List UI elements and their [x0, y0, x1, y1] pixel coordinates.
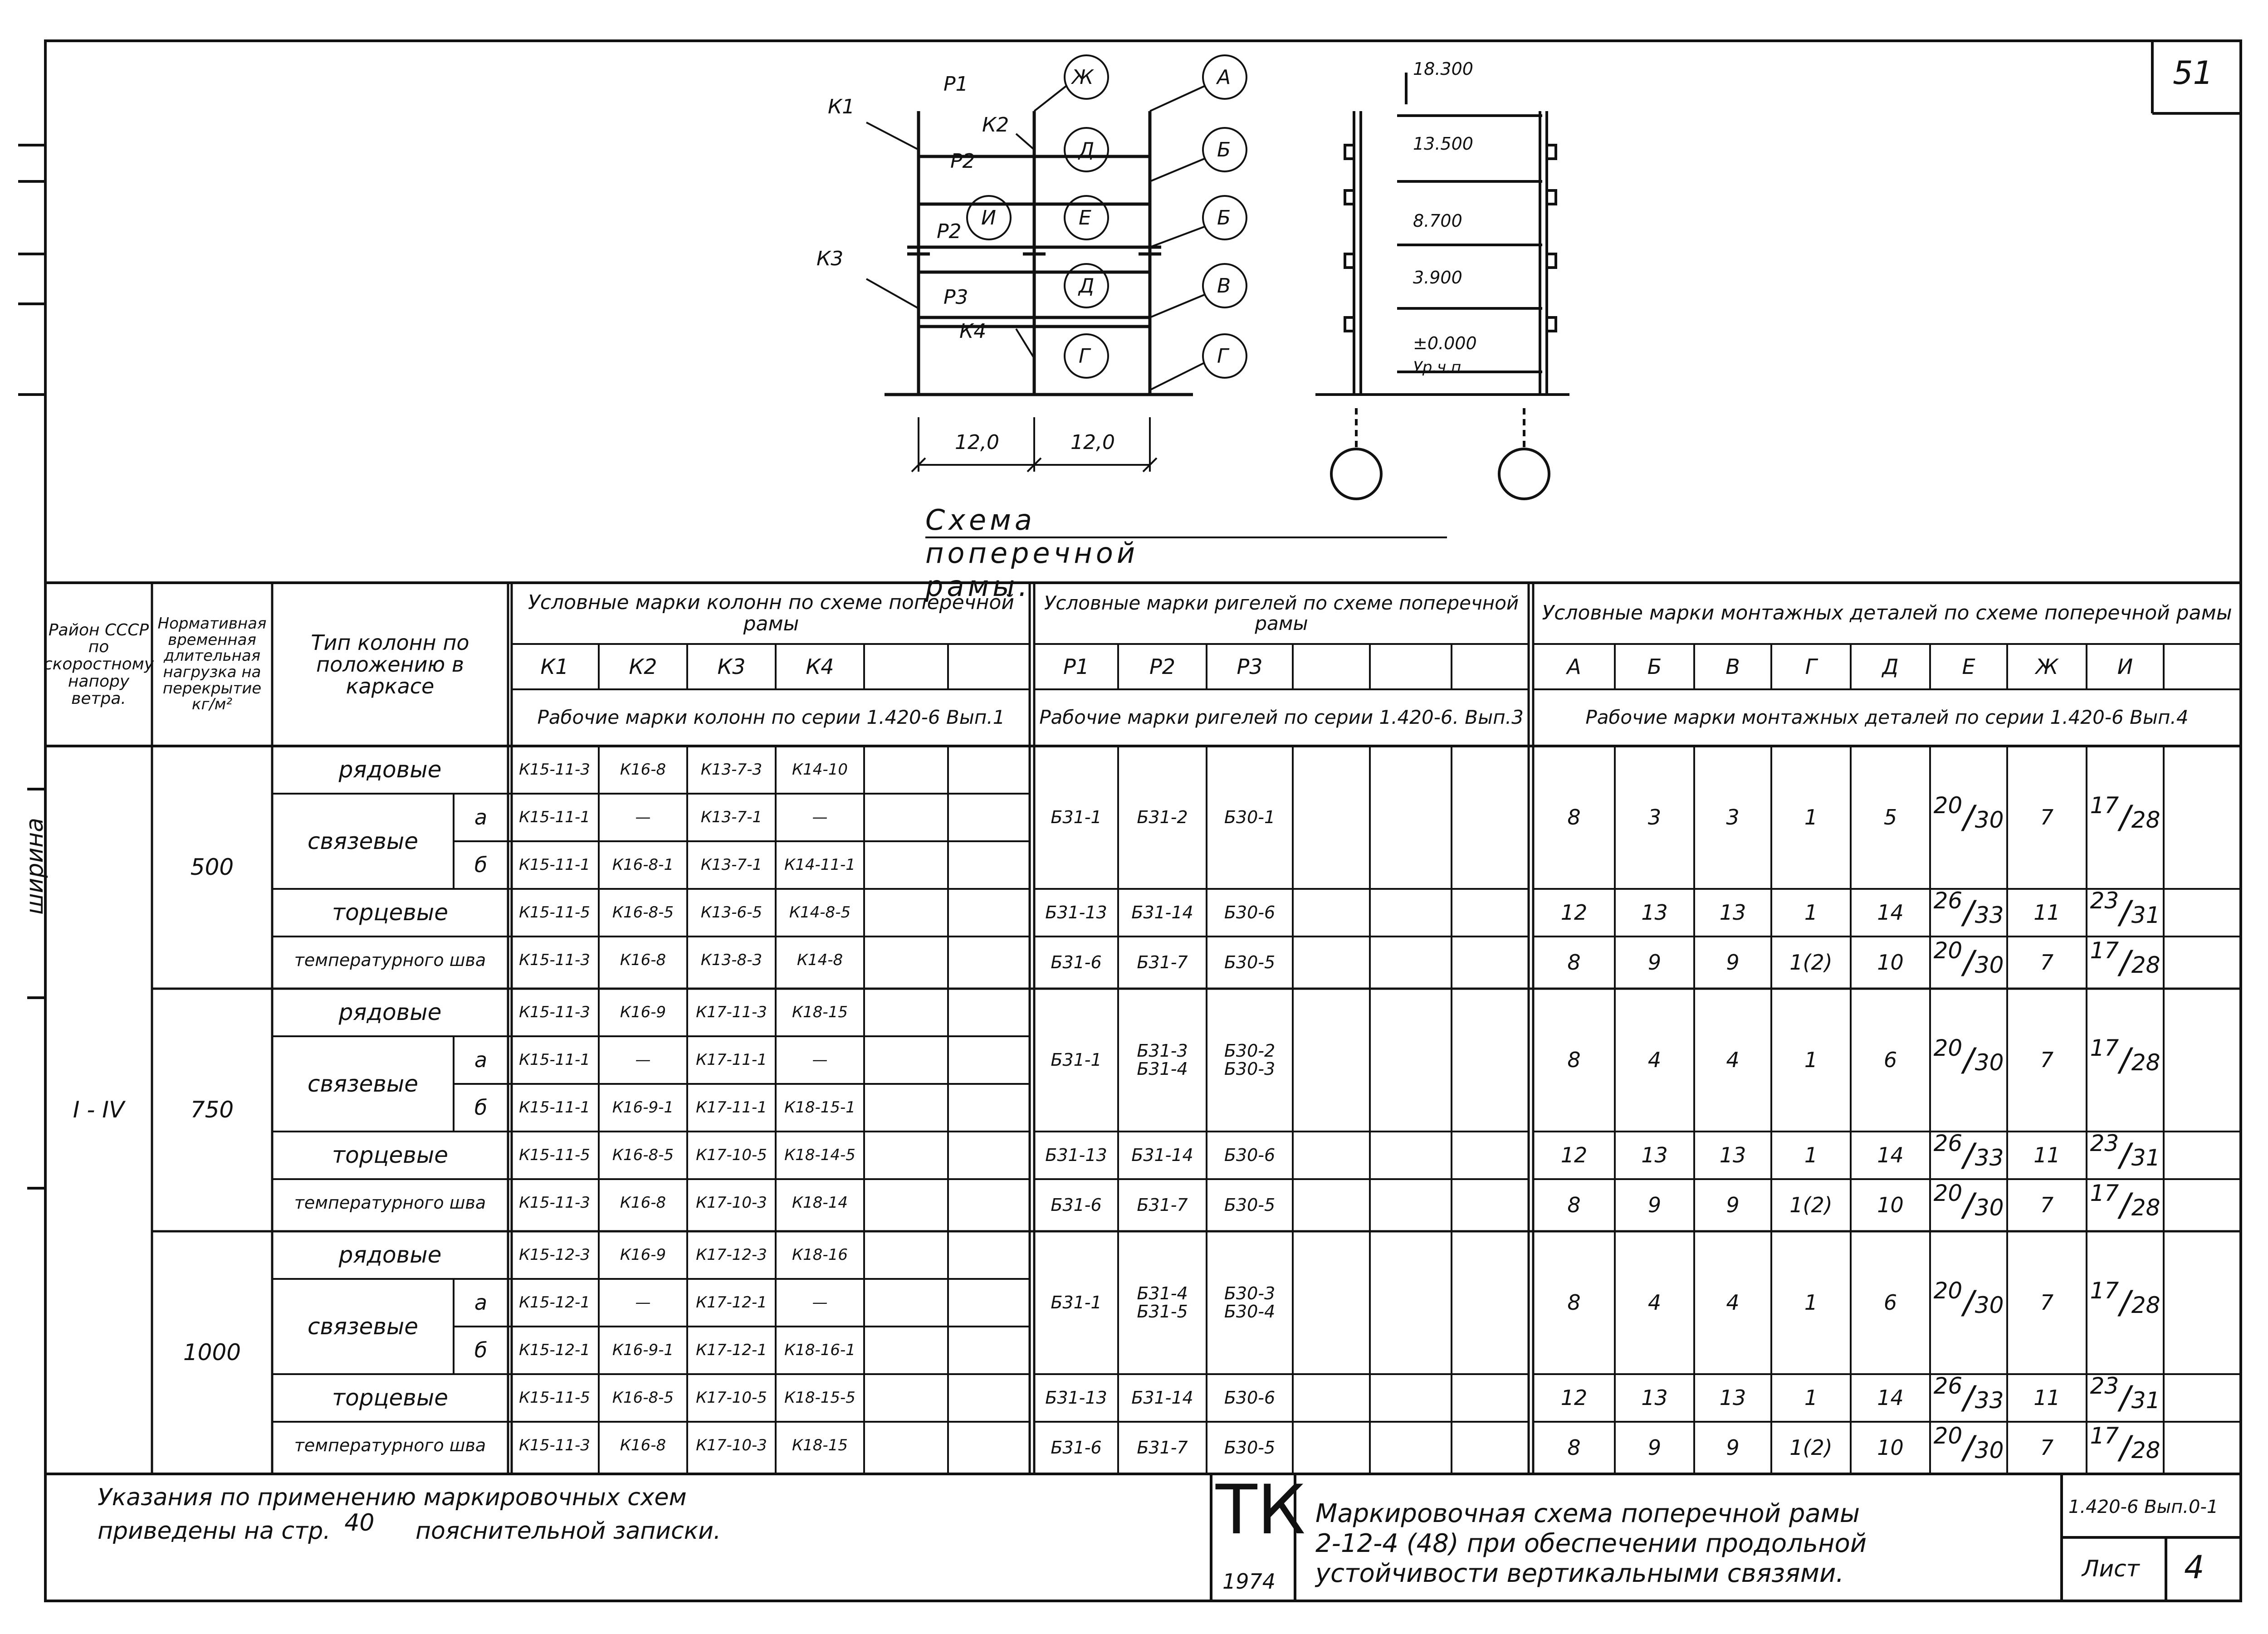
- sheet-label: Лист: [2082, 1556, 2140, 1582]
- detail-mark-cell: 10: [1877, 1435, 1904, 1460]
- column-mark-cell: К15-11-5: [519, 903, 590, 922]
- detail-mark-cell: 1(2): [1789, 1193, 1833, 1218]
- detail-mark-cell: 4: [1647, 1048, 1662, 1073]
- column-mark-cell: К18-14-5: [784, 1146, 855, 1164]
- detail-mark-cell: 17 / 28: [2090, 1180, 2160, 1224]
- column-mark-cell: К13-6-5: [700, 903, 763, 922]
- header-column-mark: К3: [717, 654, 746, 679]
- notes-ref: приведены на стр.: [98, 1517, 331, 1545]
- column-mark-cell: К16-8-5: [612, 1388, 674, 1407]
- row-type: температурного шва: [294, 950, 486, 970]
- detail-mark-cell: 26 / 33: [1933, 1130, 2004, 1174]
- column-mark-cell: —: [635, 808, 651, 826]
- node-v: В: [1217, 274, 1231, 298]
- ridge-mark-cell: Б30-1: [1224, 807, 1276, 827]
- ridge-mark-cell: Б31-6: [1051, 1437, 1102, 1458]
- detail-mark-cell: 11: [2033, 900, 2060, 925]
- elevation-13500: 13.500: [1413, 134, 1473, 154]
- detail-mark-cell: 23 / 31: [2090, 887, 2160, 931]
- header-ridge-mark: Р3: [1237, 654, 1263, 679]
- column-mark-cell: —: [635, 1050, 651, 1069]
- detail-mark-cell: 7: [2040, 950, 2054, 975]
- column-mark-cell: К16-8: [620, 760, 666, 779]
- column-mark-cell: К15-11-3: [519, 1003, 590, 1021]
- column-mark-cell: К15-11-3: [519, 951, 590, 969]
- detail-mark-cell: 8: [1567, 1193, 1581, 1218]
- ridge-mark-cell: Б31-6: [1051, 952, 1102, 972]
- detail-mark-cell: 1: [1804, 1048, 1818, 1073]
- column-mark-cell: —: [635, 1293, 651, 1312]
- tk-code: ТК: [1216, 1471, 1306, 1550]
- column-mark-cell: К13-7-1: [700, 855, 763, 874]
- detail-mark-cell: 13: [1641, 1143, 1668, 1168]
- title-line-2: 2-12-4 (48) при обеспечении продольной: [1315, 1529, 1867, 1558]
- detail-mark-cell: 9: [1647, 950, 1662, 975]
- ridge-p1: Р1: [943, 73, 968, 96]
- row-type: связевые: [307, 1070, 419, 1097]
- column-mark-cell: —: [812, 808, 828, 826]
- detail-mark-cell: 12: [1560, 1385, 1588, 1410]
- column-k4: К4: [959, 320, 987, 343]
- region-value: I - IV: [73, 1097, 125, 1123]
- ridge-mark-cell: Б30-6: [1224, 1145, 1276, 1165]
- column-mark-cell: К17-12-1: [696, 1341, 767, 1359]
- row-type: торцевые: [332, 1142, 448, 1169]
- detail-mark-cell: 4: [1726, 1290, 1740, 1315]
- notes-page: 40: [344, 1509, 375, 1536]
- sheet-number: 51: [2173, 54, 2214, 92]
- ridge-mark-cell: Б30-5: [1224, 952, 1276, 972]
- row-type: температурного шва: [294, 1435, 486, 1455]
- detail-mark-cell: 13: [1641, 900, 1668, 925]
- scheme-title: Схема поперечной рамы.: [925, 503, 1139, 603]
- column-mark-cell: К16-9: [620, 1003, 666, 1021]
- column-mark-cell: К16-8: [620, 1436, 666, 1454]
- load-value: 1000: [183, 1339, 241, 1366]
- detail-mark-cell: 4: [1647, 1290, 1662, 1315]
- column-mark-cell: К13-7-1: [700, 808, 763, 826]
- ridge-p2-top: Р2: [950, 150, 975, 173]
- header-load: Нормативная временная длительная нагрузка на перекрытие кг/м²: [157, 614, 267, 714]
- column-mark-cell: К18-15-1: [784, 1098, 855, 1117]
- ridge-mark-cell: Б30-5: [1224, 1437, 1276, 1458]
- detail-mark-cell: 9: [1726, 1193, 1740, 1218]
- header-detail-mark: Д: [1882, 654, 1899, 679]
- detail-mark-cell: 1: [1804, 900, 1818, 925]
- load-value: 500: [190, 854, 234, 881]
- detail-mark-cell: 1(2): [1789, 1435, 1833, 1460]
- ridge-mark-cell: Б31-13: [1045, 1387, 1107, 1408]
- load-value: 750: [190, 1097, 234, 1123]
- detail-mark-cell: 7: [2040, 1193, 2054, 1218]
- header-region: Район СССР по скоростному напору ветра.: [43, 620, 154, 708]
- ridge-mark-cell: Б31-7: [1137, 1437, 1188, 1458]
- ridge-mark-cell: Б31-7: [1137, 952, 1188, 972]
- detail-mark-cell: 1: [1804, 1385, 1818, 1410]
- detail-mark-cell: 9: [1726, 950, 1740, 975]
- elevation-0000: ±0.000: [1413, 333, 1477, 353]
- row-subtype: б: [474, 1338, 488, 1363]
- column-mark-cell: —: [812, 1050, 828, 1069]
- node-a: А: [1217, 66, 1231, 89]
- column-mark-cell: К16-8-1: [612, 855, 674, 874]
- row-subtype: а: [474, 805, 488, 830]
- row-type: рядовые: [338, 1242, 442, 1268]
- detail-mark-cell: 6: [1883, 1290, 1897, 1315]
- detail-mark-cell: 8: [1567, 1435, 1581, 1460]
- header-ridges-work: Рабочие марки ригелей по серии 1.420-6. Вып.3: [1039, 706, 1524, 729]
- notes: [98, 1481, 721, 1548]
- column-mark-cell: К16-8-5: [612, 1146, 674, 1164]
- column-mark-cell: К15-11-1: [519, 1050, 590, 1069]
- detail-mark-cell: 8: [1567, 805, 1581, 830]
- column-mark-cell: К16-8: [620, 1193, 666, 1212]
- detail-mark-cell: 13: [1719, 1143, 1746, 1168]
- column-mark-cell: К15-11-5: [519, 1146, 590, 1164]
- header-ridge-mark: Р2: [1149, 654, 1175, 679]
- header-details-work: Рабочие марки монтажных деталей по серии 1.420-6 Вып.4: [1585, 706, 2189, 729]
- column-mark-cell: К17-11-3: [696, 1003, 767, 1021]
- column-mark-cell: К15-11-1: [519, 808, 590, 826]
- column-mark-cell: К18-15-5: [784, 1388, 855, 1407]
- detail-mark-cell: 9: [1647, 1193, 1662, 1218]
- ridge-p3: Р3: [943, 286, 968, 309]
- detail-mark-cell: 17 / 28: [2090, 792, 2160, 836]
- column-mark-cell: К16-9-1: [612, 1341, 674, 1359]
- ridge-mark-cell: Б31-2: [1137, 807, 1188, 827]
- column-mark-cell: К16-8-5: [612, 903, 674, 922]
- detail-mark-cell: 11: [2033, 1143, 2060, 1168]
- column-mark-cell: К15-11-1: [519, 1098, 590, 1117]
- detail-mark-cell: 1: [1804, 1143, 1818, 1168]
- row-type: рядовые: [338, 756, 442, 783]
- detail-mark-cell: 7: [2040, 1435, 2054, 1460]
- ridge-mark-cell: Б31-7: [1137, 1195, 1188, 1215]
- column-mark-cell: К15-11-1: [519, 855, 590, 874]
- detail-mark-cell: 8: [1567, 1048, 1581, 1073]
- row-subtype: а: [474, 1290, 488, 1315]
- ridge-mark-cell: Б31-1: [1051, 807, 1102, 827]
- detail-mark-cell: 20 / 30: [1933, 792, 2004, 836]
- detail-mark-cell: 10: [1877, 1193, 1904, 1218]
- column-mark-cell: К17-10-3: [696, 1193, 767, 1212]
- span-right: 12,0: [1070, 431, 1115, 454]
- header-detail-mark: И: [2117, 654, 2133, 679]
- tk-year: 1974: [1222, 1569, 1276, 1594]
- ridge-mark-cell: Б31-13: [1045, 1145, 1107, 1165]
- node-d-bottom: Д: [1079, 274, 1095, 298]
- column-mark-cell: К18-16: [792, 1245, 848, 1264]
- column-mark-cell: К14-10: [792, 760, 848, 779]
- header-detail-mark: А: [1567, 654, 1581, 679]
- title-text: [1315, 1499, 1867, 1589]
- detail-mark-cell: 13: [1719, 1385, 1746, 1410]
- detail-mark-cell: 20 / 30: [1933, 1277, 2004, 1321]
- ridge-mark-cell: Б30-6: [1224, 902, 1276, 922]
- column-mark-cell: К15-11-5: [519, 1388, 590, 1407]
- ridge-p2-bottom: Р2: [937, 220, 962, 243]
- ridge-mark-cell: Б30-6: [1224, 1387, 1276, 1408]
- header-column-mark: К2: [629, 654, 657, 679]
- header-detail-mark: Ж: [2035, 654, 2058, 679]
- detail-mark-cell: 20 / 30: [1933, 1422, 2004, 1466]
- detail-mark-cell: 7: [2040, 805, 2054, 830]
- detail-mark-cell: 8: [1567, 950, 1581, 975]
- detail-mark-cell: 6: [1883, 1048, 1897, 1073]
- column-mark-cell: К14-8: [797, 951, 843, 969]
- detail-mark-cell: 12: [1560, 900, 1588, 925]
- row-type: рядовые: [338, 999, 442, 1026]
- sheet-value: 4: [2184, 1549, 2204, 1586]
- title-line-1: Маркировочная схема поперечной рамы: [1315, 1499, 1860, 1528]
- header-details-group: Условные марки монтажных деталей по схеме поперечной рамы: [1542, 601, 2232, 625]
- detail-mark-cell: 11: [2033, 1385, 2060, 1410]
- detail-mark-cell: 23 / 31: [2090, 1372, 2160, 1416]
- ridge-mark-cell: Б31-1: [1051, 1292, 1102, 1312]
- column-mark-cell: К18-15: [792, 1436, 848, 1454]
- column-mark-cell: К15-11-3: [519, 1436, 590, 1454]
- node-zh: Ж: [1072, 66, 1094, 89]
- row-subtype: б: [474, 1095, 488, 1120]
- detail-mark-cell: 3: [1726, 805, 1740, 830]
- detail-mark-cell: 9: [1647, 1435, 1662, 1460]
- node-g-right: Г: [1217, 345, 1228, 368]
- detail-mark-cell: 1: [1804, 805, 1818, 830]
- header-detail-mark: В: [1725, 654, 1740, 679]
- detail-mark-cell: 1(2): [1789, 950, 1833, 975]
- detail-mark-cell: 13: [1641, 1385, 1668, 1410]
- detail-mark-cell: 14: [1877, 900, 1904, 925]
- row-subtype: а: [474, 1048, 488, 1073]
- header-columns-group: Условные марки колонн по схеме поперечной рамы: [528, 591, 1014, 635]
- detail-mark-cell: 12: [1560, 1143, 1588, 1168]
- elevation-3900: 3.900: [1413, 268, 1462, 288]
- detail-mark-cell: 17 / 28: [2090, 937, 2160, 981]
- notes-line-1: Указания по применению маркировочных схем: [98, 1484, 687, 1511]
- header-ridges-group: Условные марки ригелей по схеме поперечной рамы: [1044, 592, 1519, 634]
- header-column-mark: К4: [806, 654, 834, 679]
- node-b-top: Б: [1217, 138, 1231, 161]
- column-mark-cell: К15-12-3: [519, 1245, 590, 1264]
- header-detail-mark: Б: [1647, 654, 1662, 679]
- column-mark-cell: К17-11-1: [696, 1050, 767, 1069]
- detail-mark-cell: 14: [1877, 1385, 1904, 1410]
- detail-mark-cell: 3: [1647, 805, 1662, 830]
- detail-mark-cell: 26 / 33: [1933, 1372, 2004, 1416]
- header-detail-mark: Е: [1962, 654, 1975, 679]
- detail-mark-cell: 20 / 30: [1933, 937, 2004, 981]
- column-k3: К3: [816, 247, 844, 270]
- node-e: Е: [1079, 206, 1091, 229]
- notes-line-2: [98, 1509, 721, 1548]
- detail-mark-cell: 9: [1726, 1435, 1740, 1460]
- detail-mark-cell: 10: [1877, 950, 1904, 975]
- detail-mark-cell: 8: [1567, 1290, 1581, 1315]
- column-mark-cell: К17-12-1: [696, 1293, 767, 1312]
- column-mark-cell: К14-11-1: [784, 855, 855, 874]
- ridge-mark-cell: Б30-3 Б30-4: [1224, 1283, 1276, 1322]
- ridge-mark-cell: Б31-6: [1051, 1195, 1102, 1215]
- notes-tail: пояснительной записки.: [415, 1517, 721, 1545]
- elevation-18300: 18.300: [1413, 59, 1473, 79]
- detail-mark-cell: 17 / 28: [2090, 1422, 2160, 1466]
- detail-mark-cell: 1: [1804, 1290, 1818, 1315]
- column-mark-cell: К16-9-1: [612, 1098, 674, 1117]
- column-k1: К1: [828, 95, 855, 118]
- row-type: связевые: [307, 1313, 419, 1340]
- header-column-mark: К1: [540, 654, 569, 679]
- column-mark-cell: К18-15: [792, 1003, 848, 1021]
- elevation-floor: Ур.ч.п: [1413, 358, 1461, 376]
- header-detail-mark: Г: [1805, 654, 1817, 679]
- column-mark-cell: К18-14: [792, 1193, 848, 1212]
- ridge-mark-cell: Б31-14: [1131, 902, 1193, 922]
- column-mark-cell: К16-8: [620, 951, 666, 969]
- column-mark-cell: К15-12-1: [519, 1341, 590, 1359]
- detail-mark-cell: 17 / 28: [2090, 1034, 2160, 1078]
- column-mark-cell: К17-12-3: [696, 1245, 767, 1264]
- detail-mark-cell: 17 / 28: [2090, 1277, 2160, 1321]
- row-type: связевые: [307, 828, 419, 854]
- ridge-mark-cell: Б31-14: [1131, 1387, 1193, 1408]
- column-mark-cell: К17-10-3: [696, 1436, 767, 1454]
- header-type: Тип колонн по положению в каркасе: [311, 630, 469, 699]
- detail-mark-cell: 4: [1726, 1048, 1740, 1073]
- column-mark-cell: К15-11-3: [519, 1193, 590, 1212]
- row-subtype: б: [474, 853, 488, 878]
- node-b-mid: Б: [1217, 206, 1231, 229]
- column-mark-cell: К17-10-5: [696, 1146, 767, 1164]
- detail-mark-cell: 20 / 30: [1933, 1180, 2004, 1224]
- ridge-mark-cell: Б31-1: [1051, 1049, 1102, 1070]
- detail-mark-cell: 26 / 33: [1933, 887, 2004, 931]
- detail-mark-cell: 7: [2040, 1048, 2054, 1073]
- column-mark-cell: К17-10-5: [696, 1388, 767, 1407]
- title-line-3: устойчивости вертикальными связями.: [1315, 1559, 1844, 1588]
- column-k2: К2: [982, 113, 1009, 137]
- detail-mark-cell: 20 / 30: [1933, 1034, 2004, 1078]
- detail-mark-cell: 23 / 31: [2090, 1130, 2160, 1174]
- column-mark-cell: К13-8-3: [700, 951, 763, 969]
- header-ridge-mark: Р1: [1063, 654, 1089, 679]
- row-type: температурного шва: [294, 1192, 486, 1213]
- ridge-mark-cell: Б31-3 Б31-4: [1137, 1040, 1188, 1079]
- ridge-mark-cell: Б30-2 Б30-3: [1224, 1040, 1276, 1079]
- detail-mark-cell: 5: [1883, 805, 1897, 830]
- column-mark-cell: К13-7-3: [700, 760, 763, 779]
- node-i: И: [981, 206, 996, 229]
- row-type: торцевые: [332, 899, 448, 926]
- column-mark-cell: К18-16-1: [784, 1341, 855, 1359]
- row-type: торцевые: [332, 1385, 448, 1411]
- detail-mark-cell: 13: [1719, 900, 1746, 925]
- node-d-top: Д: [1079, 138, 1095, 161]
- ridge-mark-cell: Б31-4 Б31-5: [1137, 1283, 1188, 1322]
- span-left: 12,0: [955, 431, 999, 454]
- left-margin-label: ширина: [21, 817, 49, 915]
- column-mark-cell: —: [812, 1293, 828, 1312]
- ridge-mark-cell: Б30-5: [1224, 1195, 1276, 1215]
- series-label: 1.420-6 Вып.0-1: [2068, 1497, 2219, 1517]
- column-mark-cell: К15-12-1: [519, 1293, 590, 1312]
- header-columns-work: Рабочие марки колонн по серии 1.420-6 Вып.1: [537, 706, 1005, 729]
- column-mark-cell: К16-9: [620, 1245, 666, 1264]
- column-mark-cell: К14-8-5: [789, 903, 851, 922]
- ridge-mark-cell: Б31-14: [1131, 1145, 1193, 1165]
- node-g-left: Г: [1079, 345, 1090, 368]
- detail-mark-cell: 14: [1877, 1143, 1904, 1168]
- detail-mark-cell: 7: [2040, 1290, 2054, 1315]
- column-mark-cell: К17-11-1: [696, 1098, 767, 1117]
- elevation-8700: 8.700: [1413, 211, 1462, 231]
- column-mark-cell: К15-11-3: [519, 760, 590, 779]
- ridge-mark-cell: Б31-13: [1045, 902, 1107, 922]
